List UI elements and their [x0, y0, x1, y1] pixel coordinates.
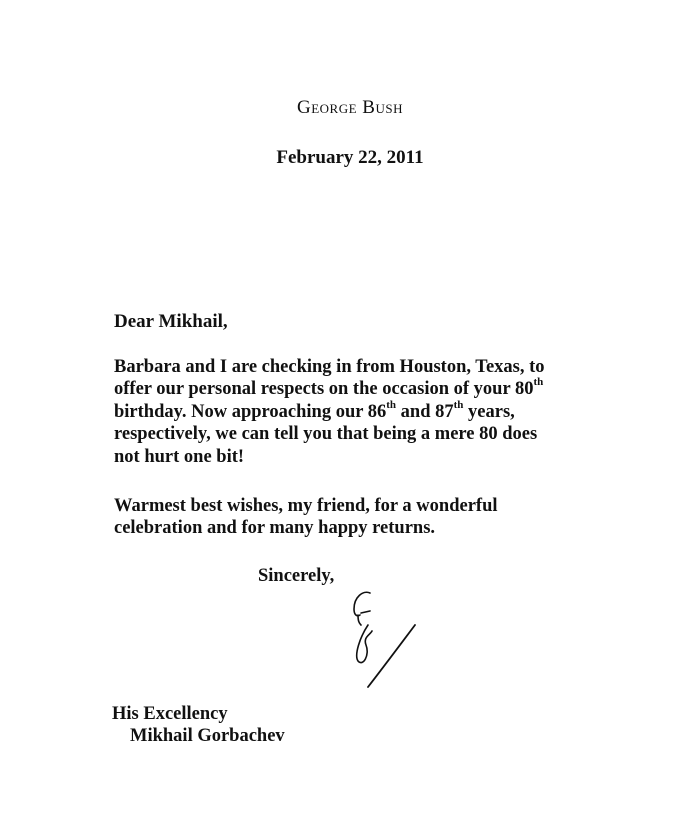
- paragraph-1-line-5: not hurt one bit!: [114, 446, 245, 467]
- body-paragraph-1: [114, 356, 604, 468]
- recipient-title: His Excellency: [112, 704, 228, 724]
- paragraph-1-line-1: Barbara and I are checking in from Houston, Texas, to: [114, 357, 545, 377]
- recipient-name: Mikhail Gorbachev: [130, 726, 285, 746]
- body-paragraph-2: [114, 495, 604, 540]
- paragraph-1-line-3-text-b: and 87: [396, 401, 454, 422]
- paragraph-2-line-1: Warmest best wishes, my friend, for a wonderful: [114, 496, 498, 516]
- letter-date: February 22, 2011: [276, 147, 424, 168]
- paragraph-1-line-2: [114, 378, 604, 400]
- paragraph-1-line-4: respectively, we can tell you that being a mere 80 does: [114, 424, 538, 445]
- ordinal-suffix: th: [453, 398, 464, 411]
- recipient-block: [112, 703, 285, 747]
- letterhead: George Bush: [297, 97, 403, 118]
- salutation: Dear Mikhail,: [114, 311, 228, 332]
- closing: Sincerely,: [258, 566, 335, 586]
- ordinal-suffix: th: [386, 398, 397, 411]
- paragraph-1-line-3-text-c: years,: [463, 401, 515, 422]
- ordinal-suffix: th: [533, 376, 544, 389]
- paragraph-1-line-3: [114, 398, 604, 423]
- paragraph-1-line-3-text-a: birthday. Now approaching our 86: [114, 401, 387, 422]
- paragraph-2-line-2: celebration and for many happy returns.: [114, 518, 436, 539]
- paragraph-1-line-2-text: offer our personal respects on the occasion of your 80: [114, 379, 534, 400]
- signature-icon: [330, 585, 430, 695]
